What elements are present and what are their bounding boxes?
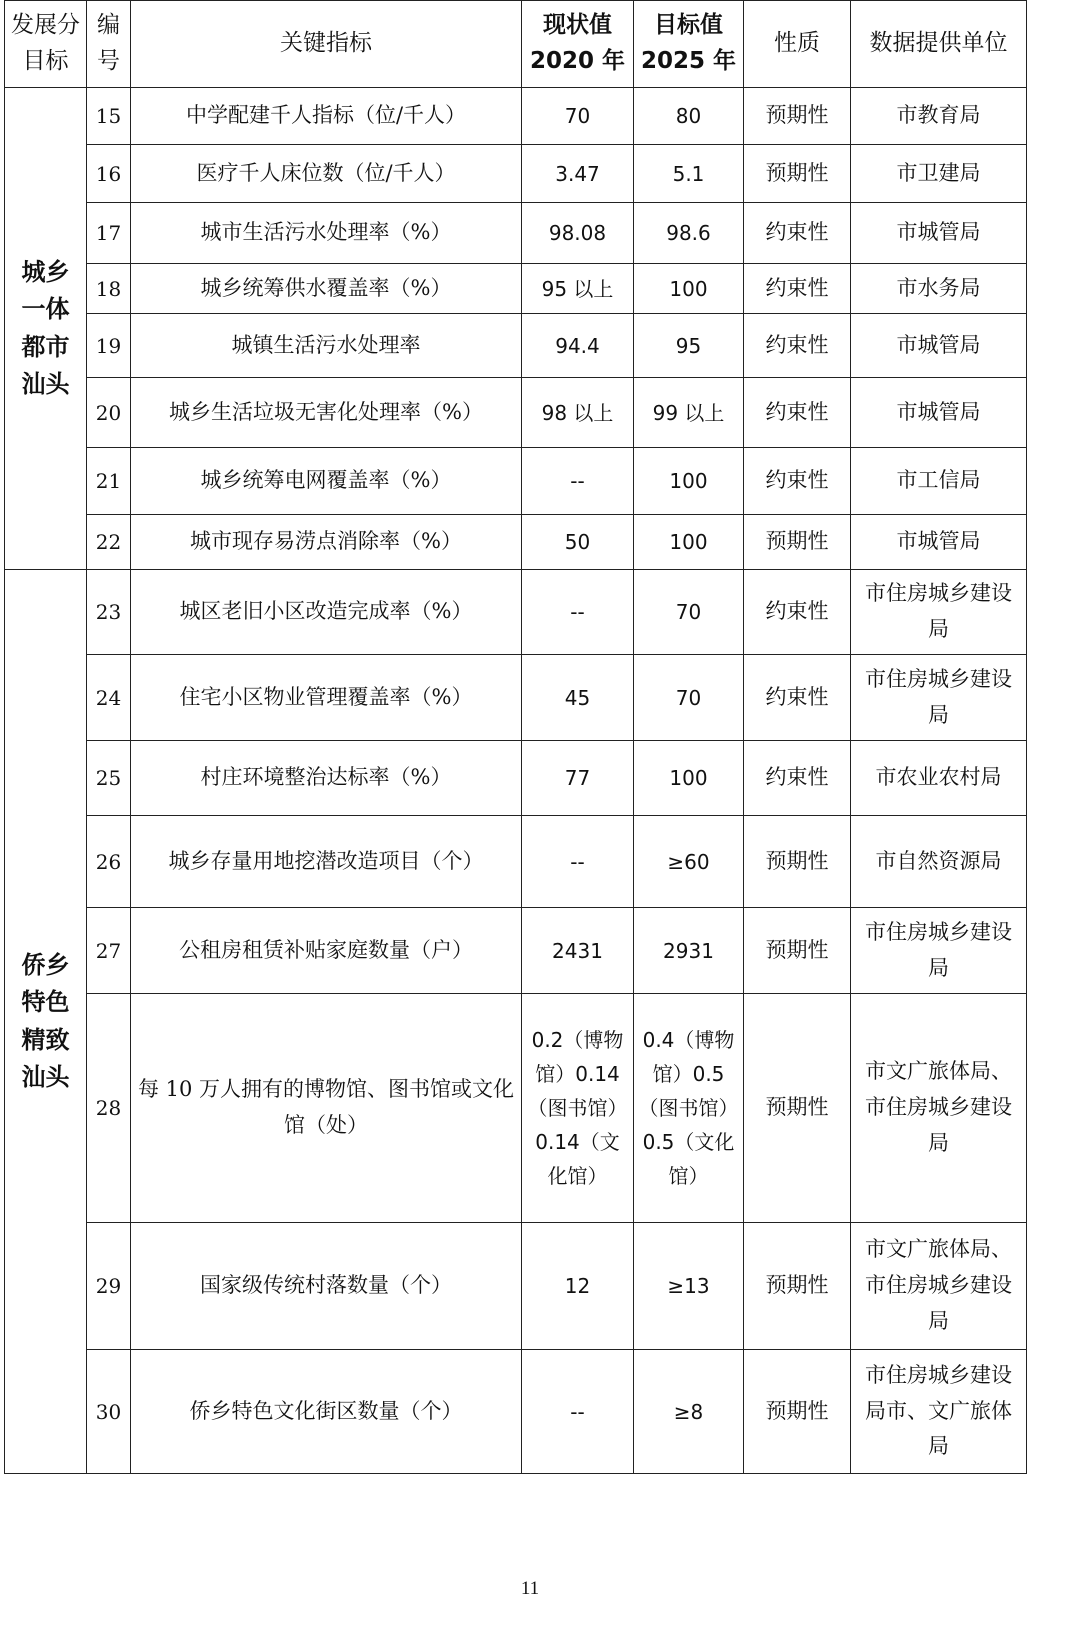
table-row xyxy=(5,1223,1027,1350)
current-cell: 45 xyxy=(522,655,634,741)
current-cell: 77 xyxy=(522,741,634,816)
no-cell: 28 xyxy=(87,994,131,1223)
current-cell: -- xyxy=(522,448,634,515)
header-provider: 数据提供单位 xyxy=(851,1,1027,88)
nature-cell: 约束性 xyxy=(744,378,851,448)
no-cell: 19 xyxy=(87,314,131,378)
provider-cell: 市城管局 xyxy=(851,515,1027,570)
target-cell: 70 xyxy=(634,570,744,655)
provider-cell: 市卫建局 xyxy=(851,145,1027,203)
no-cell: 15 xyxy=(87,88,131,145)
table-row xyxy=(5,203,1027,264)
table-row xyxy=(5,908,1027,994)
target-cell: ≥60 xyxy=(634,816,744,908)
no-cell: 27 xyxy=(87,908,131,994)
nature-cell: 预期性 xyxy=(744,1223,851,1350)
table-row xyxy=(5,448,1027,515)
nature-cell: 约束性 xyxy=(744,741,851,816)
indicator-cell: 城乡统筹供水覆盖率（%） xyxy=(131,264,522,314)
table-row xyxy=(5,314,1027,378)
target-cell: ≥8 xyxy=(634,1350,744,1474)
table-row xyxy=(5,515,1027,570)
header-target-line1: 目标值 xyxy=(654,12,723,39)
header-no: 编号 xyxy=(87,1,131,88)
nature-cell: 预期性 xyxy=(744,515,851,570)
target-cell: 0.4（博物馆）0.5（图书馆）0.5（文化馆） xyxy=(634,994,744,1223)
target-cell: 2931 xyxy=(634,908,744,994)
goal-cell: 城乡一体都市汕头 xyxy=(5,88,87,570)
current-cell: -- xyxy=(522,1350,634,1474)
provider-cell: 市城管局 xyxy=(851,378,1027,448)
nature-cell: 约束性 xyxy=(744,570,851,655)
table-row xyxy=(5,816,1027,908)
target-cell: 100 xyxy=(634,448,744,515)
indicator-cell: 村庄环境整治达标率（%） xyxy=(131,741,522,816)
nature-cell: 约束性 xyxy=(744,264,851,314)
current-cell: 98.08 xyxy=(522,203,634,264)
target-cell: 99 以上 xyxy=(634,378,744,448)
current-cell: 12 xyxy=(522,1223,634,1350)
nature-cell: 约束性 xyxy=(744,203,851,264)
no-cell: 25 xyxy=(87,741,131,816)
nature-cell: 约束性 xyxy=(744,448,851,515)
target-cell: 5.1 xyxy=(634,145,744,203)
no-cell: 23 xyxy=(87,570,131,655)
table-row xyxy=(5,570,1027,655)
no-cell: 22 xyxy=(87,515,131,570)
target-cell: 80 xyxy=(634,88,744,145)
header-current-line1: 现状值 xyxy=(543,12,612,39)
current-cell: 50 xyxy=(522,515,634,570)
provider-cell: 市文广旅体局、市住房城乡建设局 xyxy=(851,1223,1027,1350)
current-cell: 95 以上 xyxy=(522,264,634,314)
no-cell: 26 xyxy=(87,816,131,908)
provider-cell: 市水务局 xyxy=(851,264,1027,314)
indicator-cell: 国家级传统村落数量（个） xyxy=(131,1223,522,1350)
header-target xyxy=(634,1,744,88)
table-row xyxy=(5,741,1027,816)
current-cell: 94.4 xyxy=(522,314,634,378)
indicator-cell: 住宅小区物业管理覆盖率（%） xyxy=(131,655,522,741)
header-nature: 性质 xyxy=(744,1,851,88)
no-cell: 17 xyxy=(87,203,131,264)
no-cell: 18 xyxy=(87,264,131,314)
current-cell: 70 xyxy=(522,88,634,145)
indicator-cell: 城镇生活污水处理率 xyxy=(131,314,522,378)
target-cell: 70 xyxy=(634,655,744,741)
indicator-cell: 侨乡特色文化街区数量（个） xyxy=(131,1350,522,1474)
nature-cell: 预期性 xyxy=(744,88,851,145)
nature-cell: 约束性 xyxy=(744,314,851,378)
no-cell: 16 xyxy=(87,145,131,203)
provider-cell: 市城管局 xyxy=(851,203,1027,264)
target-cell: 100 xyxy=(634,515,744,570)
indicator-cell: 每 10 万人拥有的博物馆、图书馆或文化馆（处） xyxy=(131,994,522,1223)
target-cell: 100 xyxy=(634,741,744,816)
indicator-cell: 城乡存量用地挖潜改造项目（个） xyxy=(131,816,522,908)
indicator-cell: 城市现存易涝点消除率（%） xyxy=(131,515,522,570)
indicator-cell: 医疗千人床位数（位/千人） xyxy=(131,145,522,203)
goal-cell: 侨乡特色精致汕头 xyxy=(5,570,87,1474)
header-current xyxy=(522,1,634,88)
current-cell: 3.47 xyxy=(522,145,634,203)
indicator-table xyxy=(4,0,1027,1474)
current-cell: 2431 xyxy=(522,908,634,994)
provider-cell: 市住房城乡建设局 xyxy=(851,570,1027,655)
provider-cell: 市城管局 xyxy=(851,314,1027,378)
nature-cell: 预期性 xyxy=(744,816,851,908)
table-row xyxy=(5,88,1027,145)
no-cell: 30 xyxy=(87,1350,131,1474)
indicator-cell: 城乡统筹电网覆盖率（%） xyxy=(131,448,522,515)
target-cell: 95 xyxy=(634,314,744,378)
indicator-cell: 公租房租赁补贴家庭数量（户） xyxy=(131,908,522,994)
header-row xyxy=(5,1,1027,88)
current-cell: -- xyxy=(522,816,634,908)
provider-cell: 市文广旅体局、市住房城乡建设局 xyxy=(851,994,1027,1223)
nature-cell: 预期性 xyxy=(744,1350,851,1474)
current-cell: 0.2（博物馆）0.14（图书馆）0.14（文化馆） xyxy=(522,994,634,1223)
no-cell: 20 xyxy=(87,378,131,448)
provider-cell: 市农业农村局 xyxy=(851,741,1027,816)
provider-cell: 市住房城乡建设局 xyxy=(851,908,1027,994)
provider-cell: 市工信局 xyxy=(851,448,1027,515)
indicator-cell: 中学配建千人指标（位/千人） xyxy=(131,88,522,145)
target-cell: ≥13 xyxy=(634,1223,744,1350)
header-indicator: 关键指标 xyxy=(131,1,522,88)
indicator-cell: 城区老旧小区改造完成率（%） xyxy=(131,570,522,655)
provider-cell: 市住房城乡建设局市、文广旅体局 xyxy=(851,1350,1027,1474)
nature-cell: 预期性 xyxy=(744,145,851,203)
table-row xyxy=(5,264,1027,314)
provider-cell: 市教育局 xyxy=(851,88,1027,145)
table-row xyxy=(5,145,1027,203)
no-cell: 29 xyxy=(87,1223,131,1350)
header-goal: 发展分目标 xyxy=(5,1,87,88)
table-row xyxy=(5,1350,1027,1474)
header-target-line2: 2025 年 xyxy=(640,48,737,74)
indicator-cell: 城市生活污水处理率（%） xyxy=(131,203,522,264)
table-row xyxy=(5,378,1027,448)
nature-cell: 约束性 xyxy=(744,655,851,741)
current-cell: 98 以上 xyxy=(522,378,634,448)
no-cell: 24 xyxy=(87,655,131,741)
indicator-cell: 城乡生活垃圾无害化处理率（%） xyxy=(131,378,522,448)
header-current-line2: 2020 年 xyxy=(529,48,626,74)
nature-cell: 预期性 xyxy=(744,994,851,1223)
table-row xyxy=(5,994,1027,1223)
provider-cell: 市自然资源局 xyxy=(851,816,1027,908)
provider-cell: 市住房城乡建设局 xyxy=(851,655,1027,741)
nature-cell: 预期性 xyxy=(744,908,851,994)
target-cell: 98.6 xyxy=(634,203,744,264)
no-cell: 21 xyxy=(87,448,131,515)
current-cell: -- xyxy=(522,570,634,655)
target-cell: 100 xyxy=(634,264,744,314)
table-row xyxy=(5,655,1027,741)
page-number: 11 xyxy=(520,1578,540,1599)
